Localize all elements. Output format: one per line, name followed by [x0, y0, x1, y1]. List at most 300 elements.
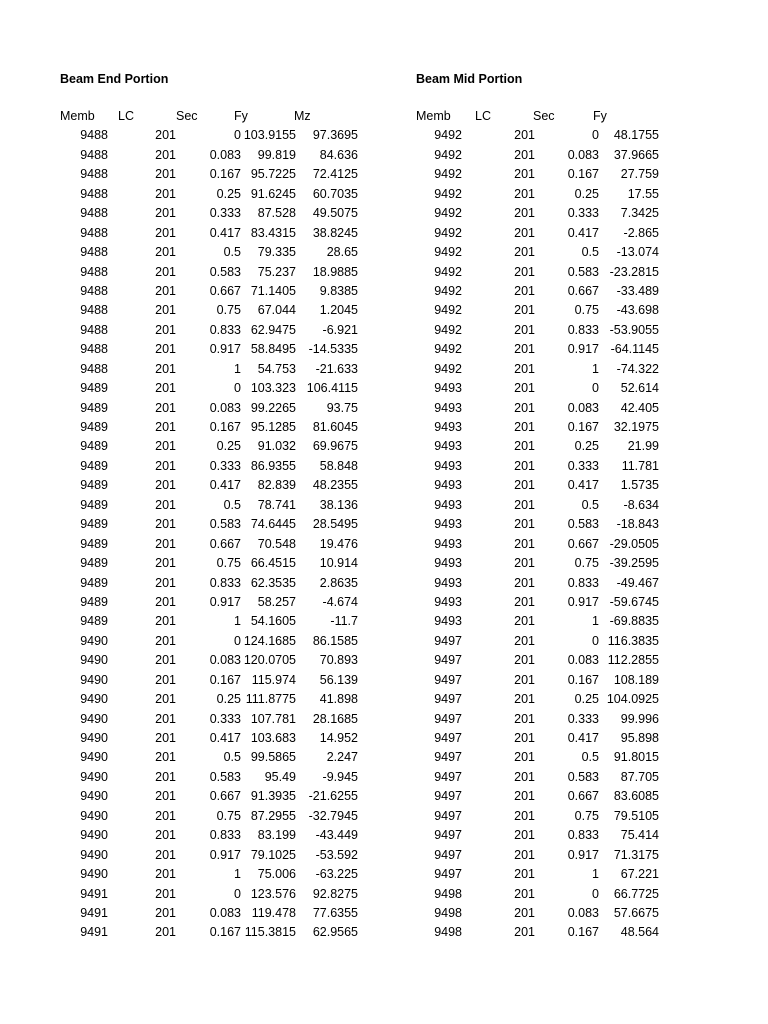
table-row	[416, 768, 666, 787]
cell-fy: -29.0505	[609, 536, 659, 551]
cell-fy: 78.741	[257, 497, 296, 512]
table-row	[416, 263, 666, 282]
cell-sec: 0.083	[209, 653, 241, 668]
cell-mz: 70.893	[319, 653, 358, 668]
cell-lc: 201	[514, 614, 535, 629]
cell-fy: 112.2855	[607, 653, 659, 668]
cell-sec: 0.667	[567, 283, 599, 298]
table-row	[416, 787, 666, 806]
cell-memb: 9497	[434, 789, 462, 804]
table-row	[416, 243, 666, 262]
cell-mz: 86.1585	[312, 633, 358, 648]
cell-sec: 0	[592, 886, 599, 901]
cell-memb: 9490	[80, 731, 108, 745]
table-row	[60, 632, 365, 651]
cell-fy: 79.335	[257, 245, 296, 260]
cell-memb: 9492	[434, 186, 462, 201]
table-row	[60, 126, 365, 145]
cell-fy: 52.614	[620, 381, 659, 396]
cell-sec: 0.25	[574, 186, 599, 201]
header-lc: LC	[118, 109, 134, 123]
cell-sec: 0.917	[209, 342, 241, 357]
cell-sec: 0.167	[209, 167, 241, 182]
cell-sec: 0.333	[567, 206, 599, 221]
cell-fy: 116.3835	[607, 633, 659, 648]
cell-mz: 38.136	[319, 497, 358, 512]
cell-sec: 0.75	[216, 303, 241, 318]
cell-lc: 201	[155, 517, 176, 532]
cell-lc: 201	[155, 322, 176, 337]
cell-memb: 9488	[80, 128, 108, 143]
cell-sec: 0.667	[567, 789, 599, 804]
cell-mz: 62.9565	[312, 925, 358, 940]
cell-lc: 201	[514, 905, 535, 920]
cell-memb: 9490	[80, 867, 108, 882]
table-row	[60, 437, 365, 456]
table-row	[416, 496, 666, 515]
cell-memb: 9493	[434, 439, 462, 454]
cell-fy: 82.839	[257, 478, 296, 493]
cell-fy: -59.6745	[609, 594, 659, 609]
cell-fy: 37.9665	[613, 147, 659, 162]
cell-mz: -32.7945	[308, 808, 358, 823]
cell-memb: 9489	[80, 420, 108, 434]
cell-mz: -43.449	[315, 828, 358, 843]
cell-fy: 57.6675	[613, 905, 659, 920]
cell-memb: 9492	[434, 303, 462, 318]
cell-mz: 69.9675	[312, 439, 358, 454]
cell-memb: 9491	[80, 886, 108, 901]
cell-fy: 99.819	[257, 147, 296, 162]
cell-fy: 17.55	[627, 186, 659, 201]
cell-lc: 201	[155, 342, 176, 357]
cell-sec: 0.583	[209, 769, 241, 784]
table-row	[60, 554, 365, 573]
cell-fy: 86.9355	[250, 458, 296, 473]
cell-memb: 9488	[80, 264, 108, 279]
table-row	[416, 593, 666, 612]
table-row	[60, 360, 365, 379]
table-row	[60, 904, 365, 923]
cell-memb: 9492	[434, 283, 462, 298]
cell-fy: 67.221	[620, 867, 659, 882]
cell-lc: 201	[155, 128, 176, 143]
cell-memb: 9492	[434, 361, 462, 376]
cell-lc: 201	[514, 594, 535, 609]
cell-lc: 201	[155, 692, 176, 707]
cell-fy: -18.843	[616, 517, 659, 532]
cell-sec: 0.417	[209, 731, 241, 745]
cell-sec: 0.75	[216, 556, 241, 571]
cell-sec: 0.333	[209, 458, 241, 473]
table-row	[60, 807, 365, 826]
table-row	[416, 710, 666, 729]
cell-sec: 0.167	[567, 672, 599, 687]
table-row	[60, 146, 365, 165]
header-lc: LC	[475, 109, 491, 123]
cell-memb: 9490	[80, 653, 108, 668]
cell-lc: 201	[155, 594, 176, 609]
cell-sec: 0.417	[209, 225, 241, 240]
table-row	[416, 729, 666, 748]
cell-lc: 201	[514, 283, 535, 298]
cell-sec: 0.167	[209, 925, 241, 940]
cell-fy: 115.3815	[244, 925, 296, 940]
cell-memb: 9490	[80, 692, 108, 707]
table-row	[60, 457, 365, 476]
beam-mid-portion-table	[416, 68, 666, 943]
cell-lc: 201	[155, 283, 176, 298]
cell-memb: 9490	[80, 633, 108, 648]
cell-memb: 9493	[434, 536, 462, 551]
cell-lc: 201	[514, 517, 535, 532]
cell-memb: 9489	[80, 614, 108, 629]
cell-fy: 103.683	[250, 731, 296, 745]
cell-fy: 27.759	[620, 167, 659, 182]
cell-lc: 201	[155, 808, 176, 823]
cell-memb: 9492	[434, 206, 462, 221]
cell-fy: -64.1145	[610, 342, 659, 357]
cell-fy: 71.3175	[613, 847, 659, 862]
cell-lc: 201	[514, 867, 535, 882]
cell-memb: 9488	[80, 342, 108, 357]
cell-memb: 9497	[434, 692, 462, 707]
cell-memb: 9497	[434, 867, 462, 882]
cell-memb: 9493	[434, 420, 462, 434]
cell-memb: 9492	[434, 167, 462, 182]
cell-lc: 201	[514, 886, 535, 901]
table-row	[60, 729, 365, 748]
cell-mz: 49.5075	[312, 206, 358, 221]
cell-lc: 201	[155, 828, 176, 843]
cell-mz: 19.476	[319, 536, 358, 551]
cell-fy: -13.074	[616, 245, 659, 260]
cell-mz: 38.8245	[312, 225, 358, 240]
cell-sec: 0	[234, 381, 241, 396]
table-row	[60, 885, 365, 904]
cell-sec: 0.083	[209, 400, 241, 415]
cell-lc: 201	[514, 400, 535, 415]
cell-lc: 201	[514, 556, 535, 571]
cell-sec: 0.25	[574, 439, 599, 454]
cell-sec: 0.333	[209, 711, 241, 726]
cell-fy: 75.414	[620, 828, 659, 843]
cell-lc: 201	[155, 478, 176, 493]
cell-memb: 9489	[80, 381, 108, 396]
cell-memb: 9497	[434, 769, 462, 784]
cell-lc: 201	[155, 458, 176, 473]
table-row	[416, 379, 666, 398]
table-row	[416, 282, 666, 301]
cell-memb: 9492	[434, 225, 462, 240]
cell-fy: 79.5105	[613, 808, 659, 823]
cell-lc: 201	[514, 633, 535, 648]
cell-sec: 0.167	[209, 672, 241, 687]
cell-sec: 0.583	[567, 517, 599, 532]
cell-memb: 9488	[80, 186, 108, 201]
cell-mz: 28.65	[326, 245, 358, 260]
section-title: Beam End Portion	[60, 72, 169, 86]
cell-sec: 0.333	[567, 458, 599, 473]
cell-lc: 201	[155, 575, 176, 590]
cell-mz: -53.592	[315, 847, 358, 862]
cell-fy: 111.8775	[245, 692, 296, 707]
table-row	[416, 437, 666, 456]
cell-memb: 9489	[80, 458, 108, 473]
table-row	[416, 671, 666, 690]
cell-memb: 9491	[80, 905, 108, 920]
cell-lc: 201	[514, 711, 535, 726]
cell-mz: 2.8635	[319, 575, 358, 590]
cell-memb: 9489	[80, 594, 108, 609]
cell-memb: 9489	[80, 439, 108, 454]
cell-fy: 71.1405	[250, 283, 296, 298]
table-row	[416, 418, 666, 437]
cell-lc: 201	[155, 497, 176, 512]
cell-lc: 201	[514, 186, 535, 201]
cell-lc: 201	[155, 867, 176, 882]
cell-memb: 9489	[80, 517, 108, 532]
cell-sec: 0.167	[209, 420, 241, 434]
cell-sec: 1	[592, 867, 599, 882]
table-row	[60, 826, 365, 845]
cell-sec: 0.75	[574, 808, 599, 823]
cell-lc: 201	[155, 361, 176, 376]
cell-memb: 9497	[434, 828, 462, 843]
cell-sec: 0	[592, 381, 599, 396]
cell-fy: 87.2955	[250, 808, 296, 823]
cell-mz: 56.139	[319, 672, 358, 687]
cell-mz: 28.5495	[312, 517, 358, 532]
cell-lc: 201	[155, 439, 176, 454]
cell-lc: 201	[155, 750, 176, 765]
cell-lc: 201	[155, 614, 176, 629]
cell-fy: 21.99	[627, 439, 659, 454]
cell-fy: 32.1975	[613, 420, 659, 434]
table-row	[416, 340, 666, 359]
cell-sec: 0.417	[567, 478, 599, 493]
cell-lc: 201	[514, 750, 535, 765]
cell-memb: 9488	[80, 206, 108, 221]
table-body	[416, 126, 666, 942]
cell-sec: 0.917	[209, 847, 241, 862]
table-row	[416, 535, 666, 554]
header-row	[416, 107, 666, 126]
cell-fy: 95.898	[620, 731, 659, 745]
cell-sec: 0.75	[574, 556, 599, 571]
cell-fy: 91.032	[257, 439, 296, 454]
table-row	[416, 224, 666, 243]
cell-memb: 9488	[80, 322, 108, 337]
header-memb: Memb	[60, 109, 95, 123]
cell-memb: 9488	[80, 245, 108, 260]
cell-lc: 201	[155, 420, 176, 434]
table-row	[416, 826, 666, 845]
cell-fy: 83.199	[257, 828, 296, 843]
cell-lc: 201	[155, 905, 176, 920]
cell-fy: 107.781	[250, 711, 296, 726]
table-row	[60, 418, 365, 437]
cell-memb: 9493	[434, 478, 462, 493]
cell-fy: 58.257	[257, 594, 296, 609]
cell-fy: 54.1605	[250, 614, 296, 629]
cell-lc: 201	[155, 536, 176, 551]
table-row	[60, 515, 365, 534]
cell-memb: 9489	[80, 478, 108, 493]
cell-mz: 18.9885	[312, 264, 358, 279]
cell-fy: 99.996	[620, 711, 659, 726]
cell-sec: 0.5	[581, 750, 599, 765]
cell-mz: -21.6255	[308, 789, 358, 804]
cell-sec: 0.667	[209, 536, 241, 551]
cell-sec: 0.75	[574, 303, 599, 318]
cell-fy: 79.1025	[250, 847, 296, 862]
cell-lc: 201	[514, 225, 535, 240]
cell-fy: 91.8015	[613, 750, 659, 765]
table-row	[416, 457, 666, 476]
table-row	[416, 846, 666, 865]
cell-mz: -14.5335	[308, 342, 358, 357]
table-row	[60, 301, 365, 320]
cell-sec: 0.417	[209, 478, 241, 493]
table-row	[60, 340, 365, 359]
cell-lc: 201	[514, 478, 535, 493]
table-row	[416, 807, 666, 826]
table-row	[60, 768, 365, 787]
cell-sec: 0.167	[567, 420, 599, 434]
cell-fy: -53.9055	[609, 322, 659, 337]
cell-mz: 60.7035	[312, 186, 358, 201]
cell-lc: 201	[155, 886, 176, 901]
cell-sec: 0.583	[567, 769, 599, 784]
cell-lc: 201	[514, 731, 535, 745]
cell-sec: 0.917	[567, 594, 599, 609]
table-row	[60, 535, 365, 554]
cell-memb: 9497	[434, 750, 462, 765]
cell-sec: 0.917	[209, 594, 241, 609]
cell-mz: 93.75	[326, 400, 358, 415]
cell-sec: 1	[592, 361, 599, 376]
cell-sec: 0	[592, 633, 599, 648]
cell-mz: -11.7	[330, 614, 358, 629]
table-row	[60, 690, 365, 709]
cell-memb: 9490	[80, 828, 108, 843]
cell-sec: 0.25	[216, 439, 241, 454]
cell-fy: -8.634	[623, 497, 659, 512]
table-row	[60, 263, 365, 282]
cell-sec: 0.25	[574, 692, 599, 707]
cell-fy: -74.322	[616, 361, 659, 376]
cell-memb: 9489	[80, 400, 108, 415]
table-row	[416, 632, 666, 651]
cell-memb: 9488	[80, 303, 108, 318]
header-sec: Sec	[533, 109, 555, 123]
cell-mz: 84.636	[319, 147, 358, 162]
table-row	[416, 515, 666, 534]
cell-fy: 75.237	[257, 264, 296, 279]
cell-fy: 99.2265	[250, 400, 296, 415]
cell-sec: 0.083	[209, 905, 241, 920]
cell-sec: 0.583	[567, 264, 599, 279]
cell-memb: 9493	[434, 497, 462, 512]
cell-memb: 9492	[434, 342, 462, 357]
cell-lc: 201	[155, 847, 176, 862]
cell-memb: 9498	[434, 905, 462, 920]
cell-fy: 120.0705	[243, 653, 296, 668]
table-row	[60, 321, 365, 340]
cell-lc: 201	[155, 167, 176, 182]
cell-mz: 72.4125	[312, 167, 358, 182]
cell-memb: 9493	[434, 575, 462, 590]
cell-memb: 9490	[80, 672, 108, 687]
cell-sec: 0.833	[209, 828, 241, 843]
cell-fy: 42.405	[620, 400, 659, 415]
cell-mz: 92.8275	[312, 886, 358, 901]
cell-sec: 0.083	[567, 147, 599, 162]
cell-fy: 67.044	[257, 303, 296, 318]
cell-fy: 11.781	[621, 458, 659, 473]
table-row	[416, 612, 666, 631]
table-row	[416, 321, 666, 340]
table-row	[60, 476, 365, 495]
cell-lc: 201	[514, 769, 535, 784]
cell-mz: -9.945	[322, 769, 358, 784]
cell-fy: 7.3425	[620, 206, 659, 221]
cell-sec: 1	[234, 867, 241, 882]
table-row	[416, 651, 666, 670]
cell-sec: 0.917	[567, 342, 599, 357]
table-row	[416, 360, 666, 379]
cell-fy: 95.49	[264, 769, 296, 784]
cell-sec: 0.833	[567, 828, 599, 843]
cell-sec: 0.583	[209, 517, 241, 532]
cell-sec: 0.5	[223, 497, 241, 512]
cell-sec: 0.667	[209, 283, 241, 298]
cell-lc: 201	[514, 828, 535, 843]
cell-fy: -2.865	[623, 225, 659, 240]
cell-sec: 0	[592, 128, 599, 143]
table-row	[416, 301, 666, 320]
cell-sec: 0.833	[567, 575, 599, 590]
cell-lc: 201	[514, 128, 535, 143]
cell-fy: 87.705	[620, 769, 659, 784]
cell-memb: 9498	[434, 925, 462, 940]
table-row	[416, 554, 666, 573]
cell-fy: 54.753	[257, 361, 296, 376]
cell-memb: 9489	[80, 536, 108, 551]
cell-memb: 9497	[434, 847, 462, 862]
cell-lc: 201	[514, 322, 535, 337]
cell-lc: 201	[514, 147, 535, 162]
cell-fy: 99.5865	[250, 750, 296, 765]
table-row	[60, 204, 365, 223]
cell-memb: 9497	[434, 672, 462, 687]
cell-sec: 0.917	[567, 847, 599, 862]
cell-memb: 9493	[434, 381, 462, 396]
cell-lc: 201	[514, 653, 535, 668]
table-row	[416, 748, 666, 767]
cell-lc: 201	[514, 847, 535, 862]
cell-memb: 9493	[434, 517, 462, 532]
cell-sec: 1	[592, 614, 599, 629]
cell-sec: 0.333	[209, 206, 241, 221]
cell-memb: 9488	[80, 361, 108, 376]
table-row	[60, 185, 365, 204]
cell-sec: 0.083	[567, 905, 599, 920]
table-row	[416, 574, 666, 593]
cell-mz: 77.6355	[312, 905, 358, 920]
cell-lc: 201	[155, 672, 176, 687]
